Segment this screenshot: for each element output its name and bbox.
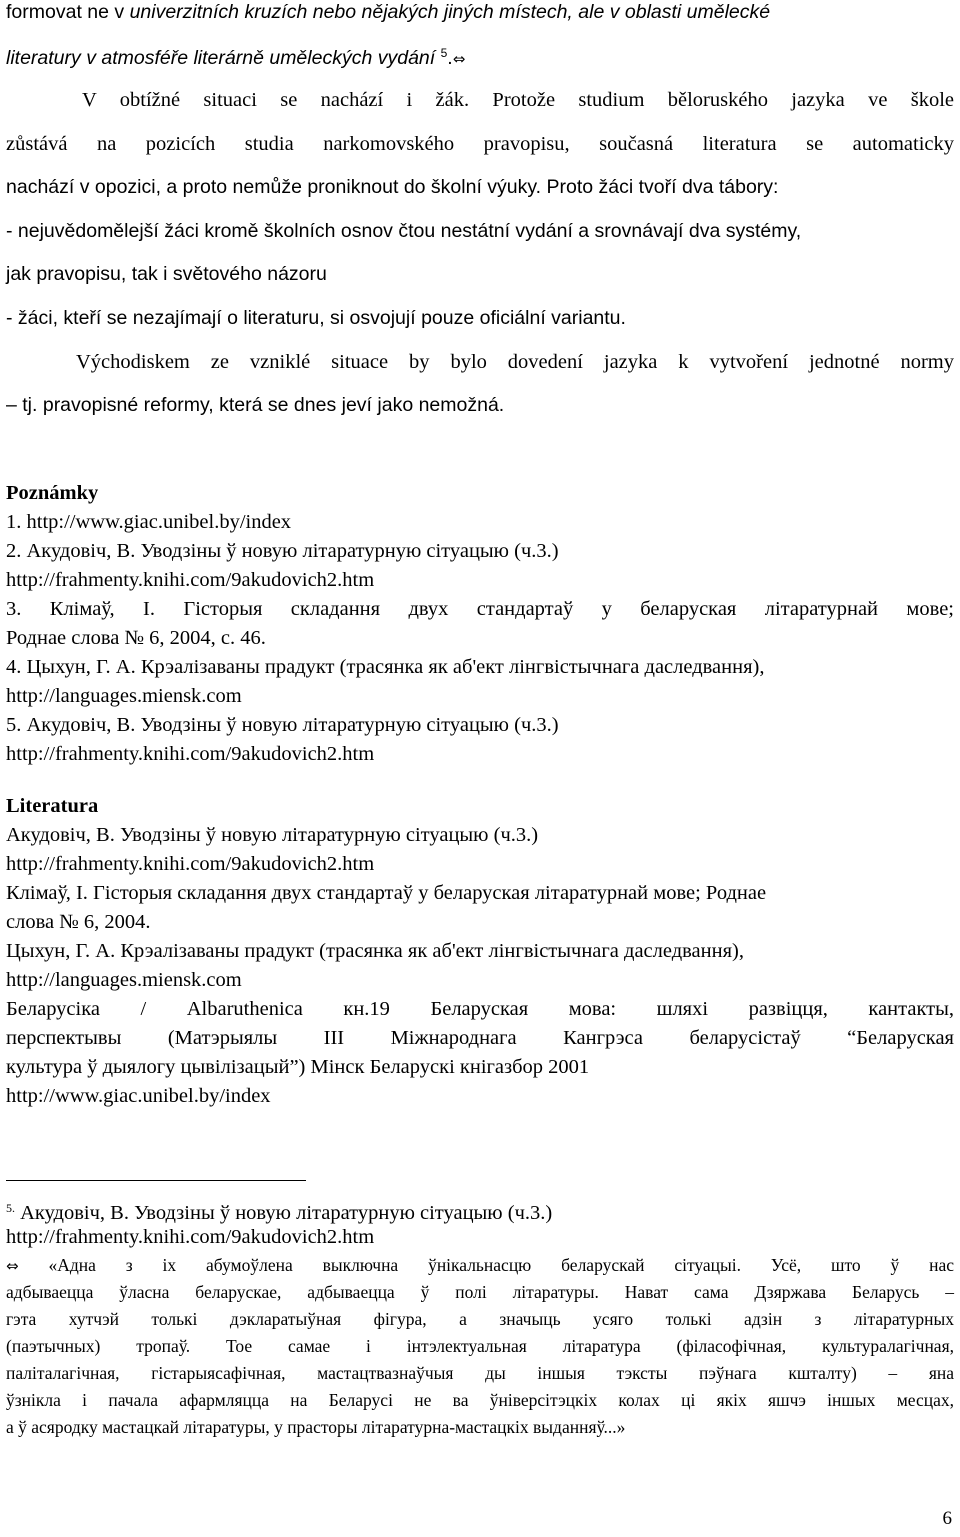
footnote-5 xyxy=(6,1196,552,1225)
literature-3-title: Цыхун, Г. А. Крэалізаваны прадукт (трасянка як аб'ект лінгвістычнага даследвання), xyxy=(6,940,744,962)
literature-3-link[interactable]: http://languages.miensk.com xyxy=(6,969,242,991)
note-1: 1. http://www.giac.unibel.by/index xyxy=(6,511,292,533)
literature-4-line-2: перспектывы (Матэрыялы III Міжнароднага Кангрэса беларусістаў “Беларуская xyxy=(6,1027,954,1049)
quote-line-5: паліталагічная, гістарыясафічная, мастацтвазнаўчыя ды іншыя тэксты пэўнага кшталту) – яна xyxy=(6,1363,954,1383)
body-line-7: jak pravopisu, tak i světového názoru xyxy=(6,263,327,285)
note-2-link[interactable]: http://frahmenty.knihi.com/9akudovich2.htm xyxy=(6,569,375,591)
literature-1-title: Акудовіч, В. Уводзіны ў новую літаратурную сітуацыю (ч.3.) xyxy=(6,824,539,846)
footnote-arrow-icon: ⇔ xyxy=(452,50,466,68)
literature-1-link[interactable]: http://frahmenty.knihi.com/9akudovich2.htm xyxy=(6,853,375,875)
note-4-title: 4. Цыхун, Г. А. Крэалізаваны прадукт (трасянка як аб'ект лінгвістычнага даследвання), xyxy=(6,656,765,678)
quote-line-3: гэта хутчэй толькі дэкларатыўная фігура, а значыць усяго толькі адзін з літаратурных xyxy=(6,1309,954,1329)
body-line-6: - nejuvědomělejší žáci kromě školních osnov čtou nestátní vydání a srovnávají dva systémy, xyxy=(6,220,802,242)
quote-line-1-text: «Адна з іх абумоўлена выключна ўнікальнасцю беларускай сітуацыі. Усё, што ў нас xyxy=(18,1255,954,1275)
body-line-2-italic: literatury v atmosféře literárně uměleckých vydání xyxy=(6,47,441,69)
quote-line-7: а ў асяродку мастацкай літаратуры, у прасторы літаратурна-мастацкіх выданняў...» xyxy=(6,1417,626,1437)
body-line-1-italic: univerzitních kruzích nebo nějakých jiných místech, ale v oblasti umělecké xyxy=(129,1,771,23)
note-3-source: Роднае слова № 6, 2004, с. 46. xyxy=(6,627,266,649)
quote-line-1 xyxy=(6,1254,954,1277)
body-line-9: Východiskem ze vzniklé situace by bylo dovedení jazyka k vytvoření jednotné normy xyxy=(76,351,954,373)
note-2-title: 2. Акудовіч, В. Уводзіны ў новую літаратурную сітуацыю (ч.3.) xyxy=(6,540,559,562)
literature-4-link[interactable]: http://www.giac.unibel.by/index xyxy=(6,1085,271,1107)
notes-heading: Poznámky xyxy=(6,482,99,504)
literature-4-line-3: культура ў дыялогу цывілізацый”) Мінск Беларускі кнігазбор 2001 xyxy=(6,1056,590,1078)
body-line-1 xyxy=(6,0,770,24)
quote-line-2: адбываецца ўласна беларускае, адбываецца ў полі літаратуры. Нават сама Дзяржава Беларусь – xyxy=(6,1282,954,1302)
note-5-title: 5. Акудовіч, В. Уводзіны ў новую літаратурную сітуацыю (ч.3.) xyxy=(6,714,559,736)
literature-2-title: Клімаў, І. Гісторыя складання двух стандартаў у беларуская літаратурнай мове; Роднае xyxy=(6,882,767,904)
note-3-title: 3. Клімаў, І. Гісторыя складання двух стандартаў у беларуская літаратурнай мове; xyxy=(6,598,954,620)
footnote-5-marker: 5. xyxy=(6,1201,15,1215)
body-line-2 xyxy=(6,41,465,71)
footnote-ref-5[interactable]: 5 xyxy=(440,46,448,60)
literature-heading: Literatura xyxy=(6,795,99,817)
body-line-1-plain: formovat ne v xyxy=(6,1,130,23)
footnote-5-link[interactable]: http://frahmenty.knihi.com/9akudovich2.htm xyxy=(6,1226,375,1248)
body-line-4: zůstává na pozicích studia narkomovského pravopisu, současná literatura se automaticky xyxy=(6,133,954,155)
body-line-8: - žáci, kteří se nezajímají o literaturu, si osvojují pouze oficiální variantu. xyxy=(6,307,626,329)
body-line-2-end: . xyxy=(447,47,453,69)
literature-4-line-1: Беларусіка / Albaruthenica кн.19 Беларуская мова: шляхі развіцця, кантакты, xyxy=(6,998,954,1020)
footnote-5-title: Акудовіч, В. Уводзіны ў новую літаратурную сітуацыю (ч.3.) xyxy=(15,1202,553,1224)
quote-arrow-icon: ⇔ xyxy=(6,1257,19,1275)
note-5-link[interactable]: http://frahmenty.knihi.com/9akudovich2.htm xyxy=(6,743,375,765)
body-line-5: nachází v opozici, a proto nemůže proniknout do školní výuky. Proto žáci tvoří dva tábory: xyxy=(6,176,779,198)
body-line-10: – tj. pravopisné reformy, která se dnes jeví jako nemožná. xyxy=(6,394,505,416)
page-number: 6 xyxy=(942,1508,952,1529)
quote-line-4: (паэтычных) тропаў. Тое самае і інтэлектуальная літаратура (філасофічная, культуралагічная, xyxy=(6,1336,954,1356)
note-4-link[interactable]: http://languages.miensk.com xyxy=(6,685,242,707)
literature-2-source: слова № 6, 2004. xyxy=(6,911,151,933)
body-line-3: V obtížné situaci se nachází i žák. Protože studium běloruského jazyka ve škole xyxy=(82,89,954,111)
footnote-separator xyxy=(6,1180,306,1181)
quote-line-6: ўзнікла і пачала афармляцца на Беларусі не ва ўнiверсiтэцкiх колах ці якіх яшчэ іншых месцах, xyxy=(6,1390,954,1410)
